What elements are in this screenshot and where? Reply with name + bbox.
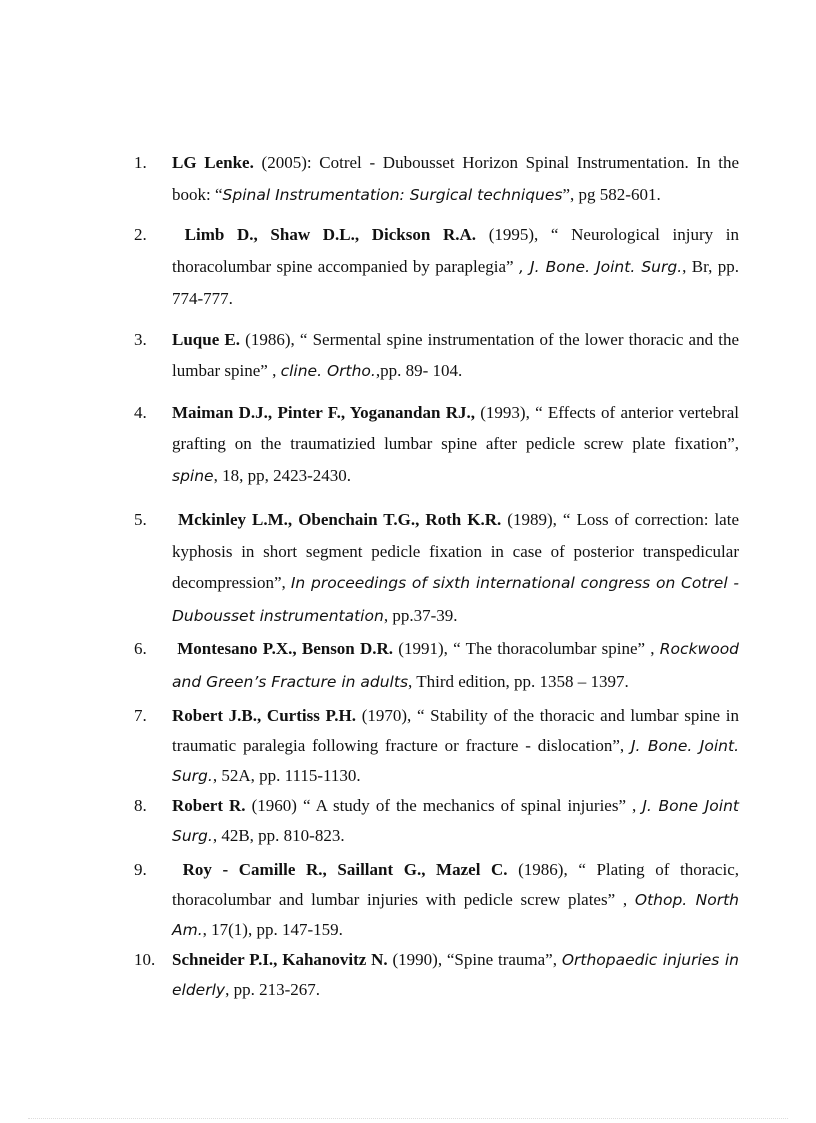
- reference-source: Othop. North Am.: [172, 891, 739, 939]
- reference-authors: Schneider P.I., Kahanovitz N.: [172, 950, 388, 969]
- reference-source: J. Bone Joint Surg.: [172, 797, 739, 845]
- reference-source: Orthopaedic injuries in elderly: [172, 951, 739, 999]
- reference-source: Rockwood and Green’s Fracture in adults: [172, 640, 740, 691]
- reference-text: [172, 403, 739, 485]
- reference-pages: , pp.37-39.: [383, 605, 458, 625]
- reference-authors: Roy - Camille R., Saillant G., Mazel C.: [182, 860, 508, 879]
- reference-item: [134, 945, 739, 1005]
- reference-list: [134, 139, 739, 1005]
- reference-details: (1991), “ The thoracolumbar spine” ,: [393, 639, 660, 658]
- reference-text: [172, 153, 739, 204]
- reference-details: (1990), “Spine trauma”,: [387, 950, 562, 969]
- reference-text: [172, 860, 739, 939]
- reference-details: (1986), “ Plating of thoracic, thoracolumbar and lumbar injuries with pedicle screw plates” ,: [172, 860, 739, 909]
- reference-text: [172, 639, 739, 691]
- reference-text: [172, 950, 739, 999]
- reference-authors: Montesano P.X., Benson D.R.: [177, 639, 394, 658]
- reference-text: [172, 225, 739, 308]
- reference-details: (1993), “ Effects of anterior vertebral grafting on the traumatizied lumbar spine after pedicle screw plate fixation”,: [172, 402, 740, 453]
- reference-authors: Robert R.: [172, 796, 246, 815]
- reference-details: (1995), “ Neurological injury in thoracolumbar spine accompanied by paraplegia”: [172, 225, 739, 276]
- reference-details: (1986), “ Sermental spine instrumentation of the lower thoracic and the lumbar spine” ,: [172, 329, 739, 380]
- reference-text: [172, 510, 739, 625]
- reference-number: 3.: [134, 329, 147, 349]
- reference-item: [134, 324, 739, 388]
- reference-pages: , Third edition, pp. 1358 – 1397.: [408, 671, 629, 691]
- reference-details: (1960) “ A study of the mechanics of spinal injuries” ,: [245, 796, 643, 815]
- reference-item: [134, 504, 739, 632]
- reference-text: [172, 706, 739, 785]
- reference-number: 1.: [134, 153, 147, 172]
- reference-pages: , pp. 213-267.: [225, 980, 320, 999]
- reference-source: J. Bone. Joint. Surg.: [172, 737, 739, 785]
- reference-item: [134, 219, 739, 315]
- reference-number: 10.: [134, 950, 156, 969]
- reference-pages: , 17(1), pp. 147-159.: [202, 920, 343, 939]
- reference-number: 6.: [134, 639, 147, 658]
- reference-item: [134, 397, 739, 493]
- reference-pages: , Br, pp. 774-777.: [172, 256, 740, 308]
- reference-number: 5.: [134, 510, 147, 529]
- reference-item: [134, 701, 739, 791]
- reference-pages: , 52A, pp. 1115-1130.: [212, 766, 361, 785]
- reference-details: (1970), “ Stability of the thoracic and lumbar spine in traumatic paralegia following fracture or fracture - dislocation”,: [172, 706, 740, 755]
- reference-pages: ”, pg 582-601.: [562, 184, 661, 204]
- reference-number: 9.: [134, 860, 147, 879]
- reference-source: Spinal Instrumentation: Surgical techniques: [222, 185, 563, 204]
- reference-source: cline. Ortho.: [280, 362, 376, 380]
- reference-source: In proceedings of sixth international congress on Cotrel - Dubousset instrumentation: [172, 574, 739, 625]
- reference-authors: Luque E.: [172, 329, 240, 349]
- reference-authors: Mckinley L.M., Obenchain T.G., Roth K.R.: [178, 510, 502, 529]
- reference-number: 2.: [134, 225, 147, 244]
- reference-number: 4.: [134, 402, 147, 422]
- reference-pages: ,pp. 89- 104.: [375, 361, 463, 380]
- reference-number: 8.: [134, 796, 147, 815]
- reference-item: [134, 791, 739, 851]
- reference-item: [134, 633, 739, 698]
- reference-authors: Maiman D.J., Pinter F., Yoganandan RJ.,: [172, 402, 475, 422]
- reference-item: [134, 147, 739, 211]
- reference-source: , J. Bone. Joint. Surg.: [519, 257, 683, 276]
- reference-text: [172, 796, 739, 845]
- reference-details: (2005): Cotrel - Dubousset Horizon Spinal Instrumentation. In the book: “: [172, 153, 739, 204]
- reference-text: [172, 330, 739, 381]
- reference-authors: Limb D., Shaw D.L., Dickson R.A.: [184, 225, 477, 244]
- reference-pages: , 18, pp, 2423-2430.: [213, 465, 352, 485]
- page-bottom-divider: [28, 1118, 788, 1119]
- reference-details: (1989), “ Loss of correction: late kyphosis in short segment pedicle fixation in case of posterior transpedicular decompression”,: [172, 510, 739, 592]
- reference-source: spine: [172, 466, 214, 485]
- reference-authors: Robert J.B., Curtiss P.H.: [172, 706, 357, 725]
- reference-item: [134, 855, 739, 945]
- reference-pages: , 42B, pp. 810-823.: [212, 826, 345, 845]
- reference-number: 7.: [134, 706, 147, 725]
- reference-authors: LG Lenke.: [172, 153, 254, 172]
